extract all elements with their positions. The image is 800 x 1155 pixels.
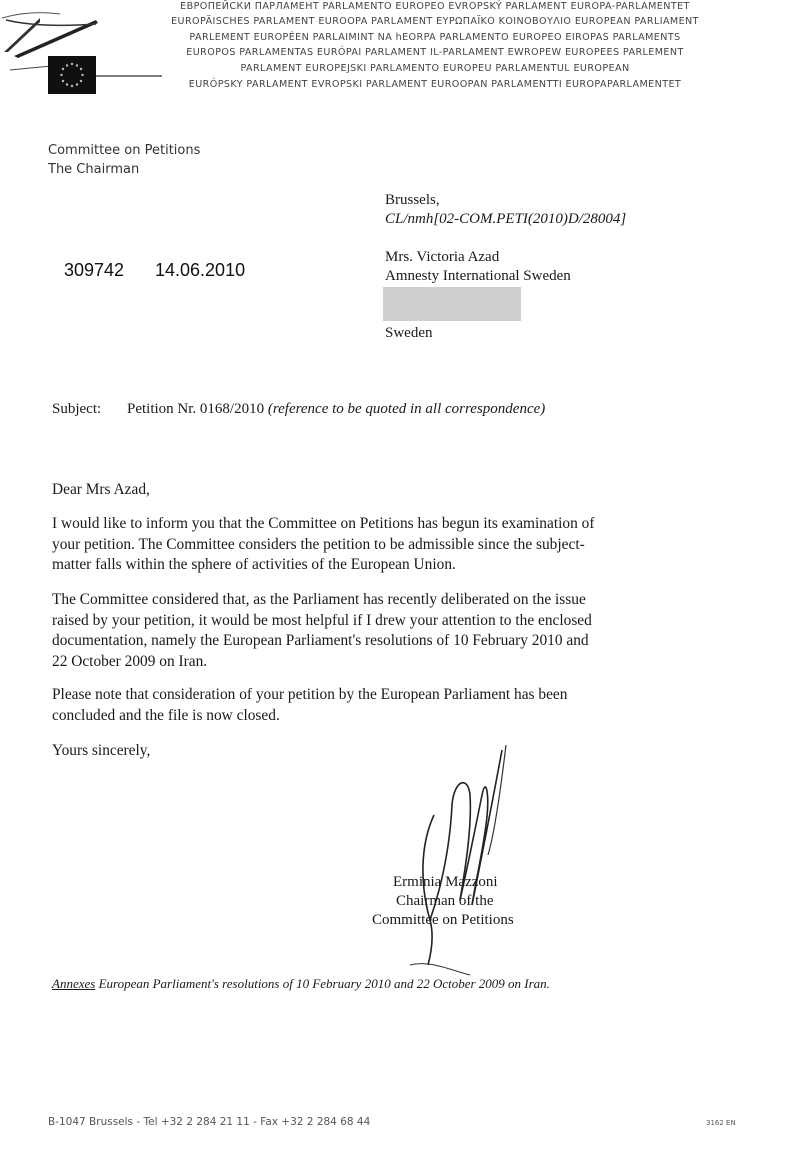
place-line: Brussels, — [385, 192, 440, 208]
signatory-title: Chairman of the — [396, 893, 494, 909]
paragraph-line: Please note that consideration of your petition by the European Parliament has been — [52, 686, 568, 703]
paragraph-line: The Committee considered that, as the Parliament has recently deliberated on the issue — [52, 591, 586, 608]
recipient-country: Sweden — [385, 325, 433, 341]
parliament-name-line: PARLEMENT EUROPÉEN PARLAIMINT NA hEORPA PARLAMENTO EUROPEO EIROPAS PARLAMENTS — [189, 32, 681, 43]
stamp-number: 309742 — [64, 260, 125, 280]
paragraph-2 — [52, 590, 658, 672]
paragraph-line: your petition. The Committee considers the petition to be admissible since the subject- — [52, 535, 585, 553]
signatory-name: Erminia Mazzoni — [393, 874, 498, 890]
recipient-name: Mrs. Victoria Azad — [385, 249, 500, 265]
subject-label: Subject: — [52, 401, 102, 417]
paragraph-line: I would like to inform you that the Committee on Petitions has begun its examination of — [52, 515, 595, 532]
sender-committee: Committee on Petitions — [48, 143, 201, 158]
subject-text: Petition Nr. 0168/2010 — [127, 401, 265, 417]
redacted-address-block — [383, 287, 521, 321]
parliament-name-line: EUROPOS PARLAMENTAS EURÓPAI PARLAMENT IL-PARLAMENT EWROPEW EUROPEES PARLEMENT — [186, 47, 684, 58]
annexes-text: European Parliament's resolutions of 10 February 2010 and 22 October 2009 on Iran. — [98, 976, 550, 991]
paragraph-line: raised by your petition, it would be most helpful if I drew your attention to the enclosed — [52, 611, 592, 629]
paragraph-line: concluded and the file is now closed. — [52, 706, 280, 724]
paragraph-line: matter falls within the sphere of activities of the European Union. — [52, 556, 456, 573]
footer-address: B-1047 Brussels - Tel +32 2 284 21 11 - Fax +32 2 284 68 44 — [48, 1116, 371, 1128]
paragraph-line: 22 October 2009 on Iran. — [52, 652, 208, 670]
recipient-organization: Amnesty International Sweden — [385, 268, 571, 284]
stamp-date: 14.06.2010 — [155, 260, 246, 280]
reference-code: CL/nmh[02-COM.PETI(2010)D/28004] — [385, 211, 627, 227]
paragraph-line: documentation, namely the European Parliament's resolutions of 10 February 2010 and — [52, 632, 589, 649]
footer-code: 3162 EN — [706, 1119, 736, 1127]
annexes-line — [52, 976, 550, 992]
sender-role: The Chairman — [48, 162, 140, 177]
parliament-name-line: EUROPÄISCHES PARLAMENT EUROOPA PARLAMENT ΕΥΡΩΠΑΪΚΟ ΚΟΙΝΟΒΟΥΛΙΟ EUROPEAN PARLIAMENT — [171, 16, 699, 27]
closing: Yours sincerely, — [52, 742, 151, 759]
subject-line — [127, 401, 545, 418]
paragraph-3 — [52, 685, 658, 726]
subject-note: (reference to be quoted in all correspondence) — [267, 401, 546, 417]
paragraph-1 — [52, 514, 658, 576]
parliament-name-line: ЕВРОПЕЙСКИ ПАРЛАМЕНТ PARLAMENTO EUROPEO EVROPSKÝ PARLAMENT EUROPA-PARLAMENTET — [180, 1, 690, 12]
salutation: Dear Mrs Azad, — [52, 481, 150, 498]
handwritten-signature — [390, 735, 520, 985]
annexes-label: Annexes — [52, 976, 96, 991]
parliament-name-line: EURÓPSKY PARLAMENT EVROPSKI PARLAMENT EUROOPAN PARLAMENTTI EUROPAPARLAMENTET — [188, 79, 682, 90]
parliament-name-line: PARLAMENT EUROPEJSKI PARLAMENTO EUROPEU PARLAMENTUL EUROPEAN — [240, 63, 630, 74]
signatory-committee: Committee on Petitions — [372, 912, 514, 928]
